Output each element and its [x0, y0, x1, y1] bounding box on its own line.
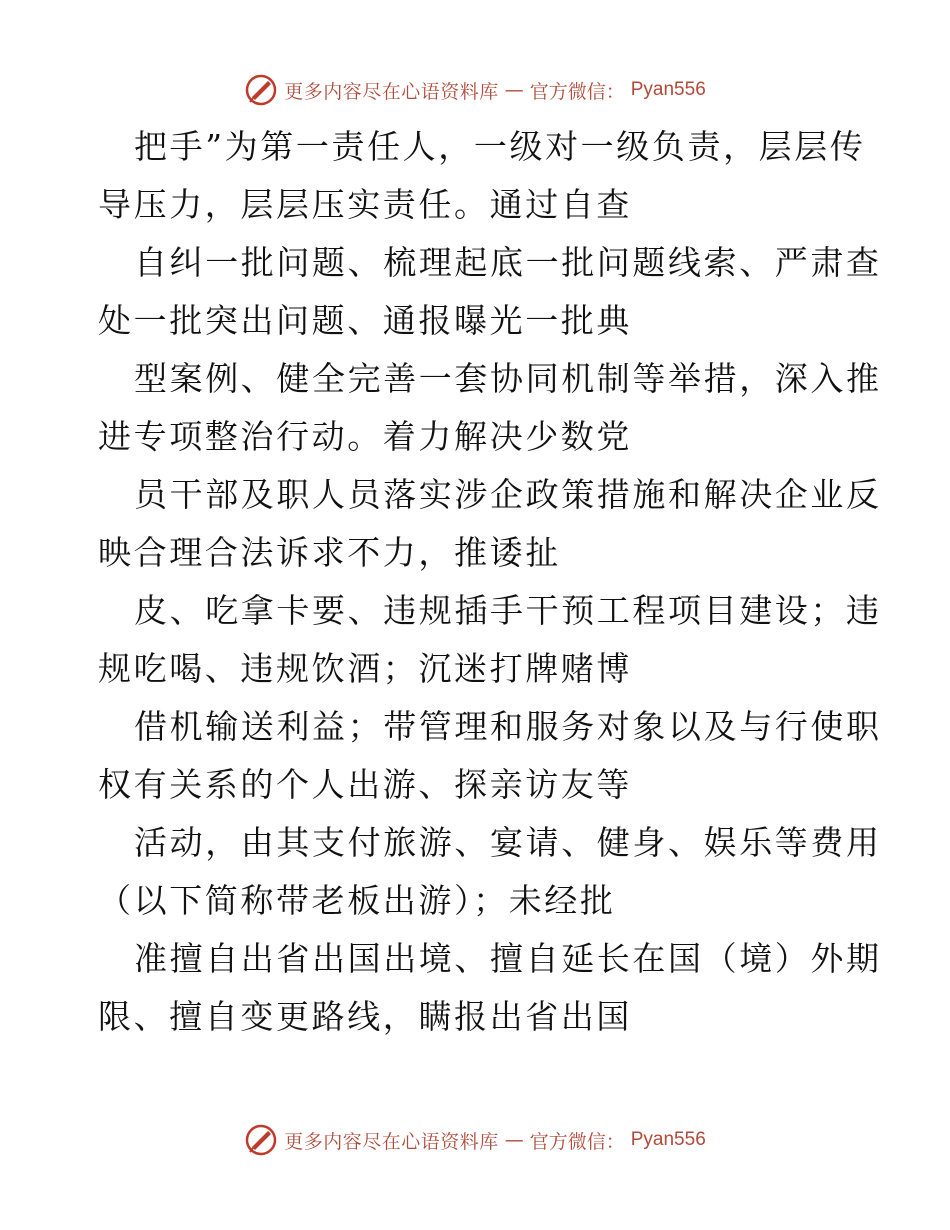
text-line: 导压力，层层压实责任。通过自查 [98, 185, 632, 224]
banner-dash: — [504, 1129, 524, 1151]
header-watermark-banner [0, 70, 950, 110]
text-line: 准擅自出省出国出境、擅自延长在国（境）外期 [134, 939, 882, 978]
text-line: 皮、吃拿卡要、违规插手干预工程项目建设；违 [134, 591, 882, 630]
text-line: 进专项整治行动。着力解决少数党 [98, 417, 632, 456]
text-line: 员干部及职人员落实涉企政策措施和解决企业反 [134, 475, 882, 514]
text-line: 处一批突出问题、通报曝光一批典 [98, 301, 632, 340]
banner-brand-text: 更多内容尽在心语资料库 [284, 1130, 499, 1153]
text-line: 规吃喝、违规饮酒；沉迷打牌赌博 [98, 649, 632, 688]
text-line: 型案例、健全完善一套协同机制等举措，深入推 [134, 359, 882, 398]
text-line: 限、擅自变更路线，瞒报出省出国 [98, 997, 632, 1036]
text-line: 自纠一批问题、梳理起底一批问题线索、严肃查 [134, 243, 882, 282]
banner-dash: — [504, 79, 524, 101]
banner-wechat-label: 官方微信： [529, 1130, 625, 1153]
banner-account-id: Pyan556 [630, 79, 706, 100]
text-line: 权有关系的个人出游、探亲访友等 [98, 765, 632, 804]
banner-brand-text: 更多内容尽在心语资料库 [284, 80, 499, 103]
quill-logo-icon [244, 73, 278, 107]
text-line: 把手”为第一责任人，一级对一级负责，层层传 [134, 127, 866, 166]
text-line: 映合理合法诉求不力，推诿扯 [98, 533, 561, 572]
document-body [98, 118, 882, 1046]
banner-account-id: Pyan556 [630, 1129, 706, 1150]
footer-watermark-banner [0, 1120, 950, 1160]
text-line: （以下简称带老板出游）；未经批 [98, 881, 616, 920]
banner-wechat-label: 官方微信： [529, 80, 625, 103]
quill-logo-icon [244, 1123, 278, 1157]
text-line: 活动，由其支付旅游、宴请、健身、娱乐等费用 [134, 823, 882, 862]
text-line: 借机输送利益；带管理和服务对象以及与行使职 [134, 707, 882, 746]
